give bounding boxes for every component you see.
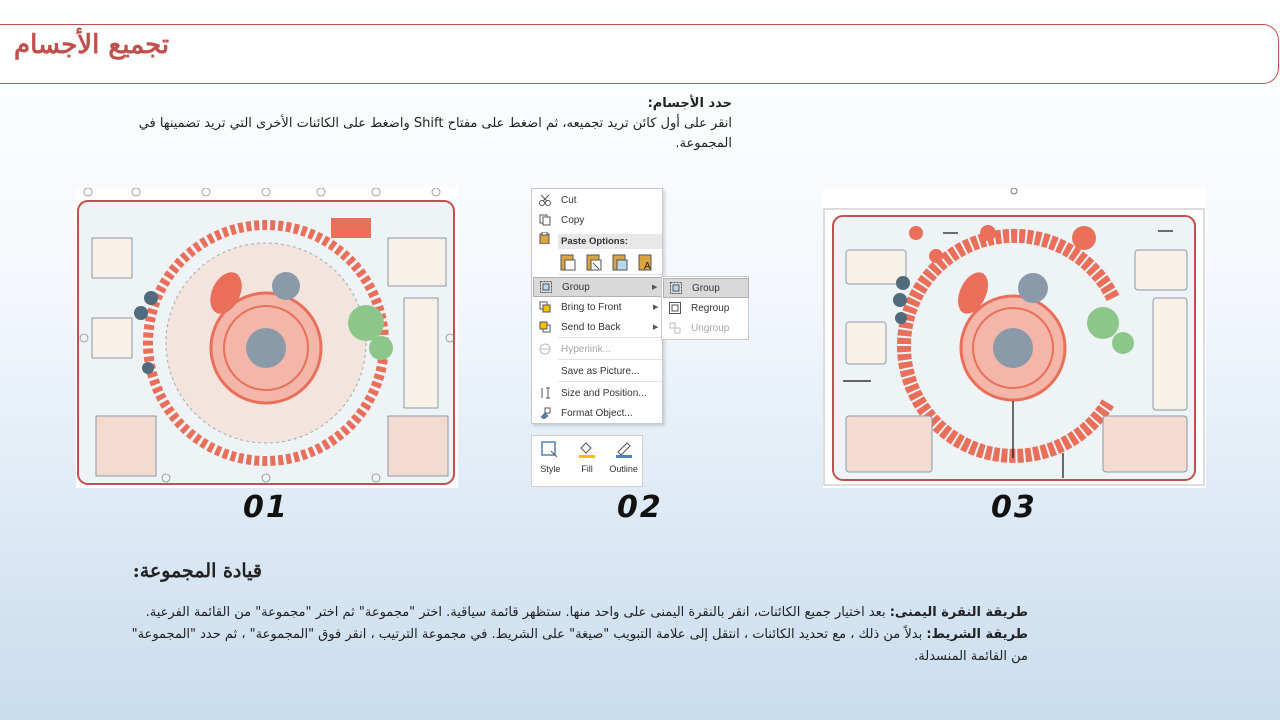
menu-separator (558, 337, 662, 338)
paste-picture-icon[interactable] (610, 251, 630, 273)
ribbon-paragraph (112, 624, 1028, 668)
menu-item-hyperlink: Hyperlink... (533, 339, 663, 359)
regroup-icon (663, 302, 687, 314)
outline-button[interactable]: Outline (607, 440, 640, 486)
paste-keep-source-icon[interactable] (558, 251, 578, 273)
section-heading: قيادة المجموعة: (132, 560, 262, 582)
right-click-paragraph (112, 602, 1028, 624)
cell-diagram-3 (823, 188, 1206, 488)
submenu-item-regroup[interactable]: Regroup (663, 298, 749, 318)
menu-separator (558, 359, 662, 360)
context-menu (531, 188, 663, 424)
ribbon-text: بدلاً من ذلك ، مع تحديد الكائنات ، انتقل إلى علامة التبويب "صيغة" على الشريط. في مجموعة الترتيب ، انقر فوق "المجموعة" ، ثم حدد "المجموعة" من القائمة المنسدلة. (131, 627, 1028, 664)
menu-separator (558, 381, 662, 382)
paste-options-label: Paste Options: (558, 234, 662, 249)
submenu-item-ungroup: Ungroup (663, 318, 749, 338)
intro-text: انقر على أول كائن تريد تجميعه، ثم اضغط على مفتاح Shift واضغط على الكائنات الأخرى التي تريد تضمينها في المجموعة. (138, 116, 732, 151)
menu-item-cut[interactable]: Cut (533, 190, 663, 210)
chevron-right-icon: ▶ (653, 304, 659, 311)
fill-button[interactable]: Fill (570, 440, 603, 486)
cell-diagram-1 (76, 188, 458, 488)
group-icon (534, 281, 558, 293)
right-click-text: بعد اختيار جميع الكائنات، انقر بالنقرة اليمنى على واحد منها. ستظهر قائمة سياقية. اختر "مجموعة" ثم اختر "مجموعة" من القائمة الفرعية. (145, 605, 890, 620)
slide-title: تجميع الأجسام (14, 30, 170, 60)
menu-item-send-to-back[interactable]: Send to Back ▶ (533, 317, 663, 337)
paint-bucket-icon (577, 440, 597, 458)
cell-illustration-grouped[interactable] (823, 188, 1206, 488)
bring-to-front-icon (533, 301, 557, 313)
send-to-back-icon (533, 321, 557, 333)
submenu-item-group[interactable]: Group (663, 278, 749, 298)
title-bar (0, 24, 1279, 84)
paste-options-buttons (558, 251, 656, 273)
menu-item-bring-to-front[interactable]: Bring to Front ▶ (533, 297, 663, 317)
chevron-right-icon: ▶ (652, 284, 658, 291)
intro-block (112, 94, 732, 154)
mini-toolbar (531, 435, 643, 487)
link-icon (533, 343, 557, 355)
step-number-1: 01 (243, 490, 289, 525)
group-icon (664, 282, 688, 294)
menu-item-group[interactable]: Group ▶ (533, 277, 663, 297)
format-brush-icon (533, 407, 557, 419)
menu-item-save-as-picture[interactable]: Save as Picture... (561, 365, 640, 377)
menu-item-size-position[interactable]: Size and Position... (533, 383, 663, 403)
paste-text-only-icon[interactable] (636, 251, 656, 273)
pen-outline-icon (614, 440, 634, 458)
instructions (112, 602, 1028, 668)
right-click-lead: طريقة النقرة اليمنى: (889, 605, 1028, 620)
chevron-right-icon: ▶ (653, 324, 659, 331)
paste-destination-icon[interactable] (584, 251, 604, 273)
svg-text:A: A (644, 261, 651, 271)
step-number-3: 03 (991, 490, 1037, 525)
menu-item-copy[interactable]: Copy (533, 210, 663, 230)
intro-heading: حدد الأجسام: (647, 96, 732, 111)
cell-illustration-selected[interactable] (76, 188, 458, 488)
scissors-icon (533, 194, 557, 206)
step-number-2: 02 (617, 490, 663, 525)
menu-separator (558, 274, 662, 275)
size-position-icon (533, 387, 557, 399)
ungroup-icon (663, 322, 687, 334)
clipboard-icon (533, 232, 557, 244)
ribbon-lead: طريقة الشريط: (926, 627, 1028, 642)
shape-style-icon (540, 440, 560, 458)
group-submenu (661, 276, 749, 340)
style-button[interactable]: Style (534, 440, 567, 486)
menu-item-format-object[interactable]: Format Object... (533, 403, 663, 423)
copy-icon (533, 214, 557, 226)
